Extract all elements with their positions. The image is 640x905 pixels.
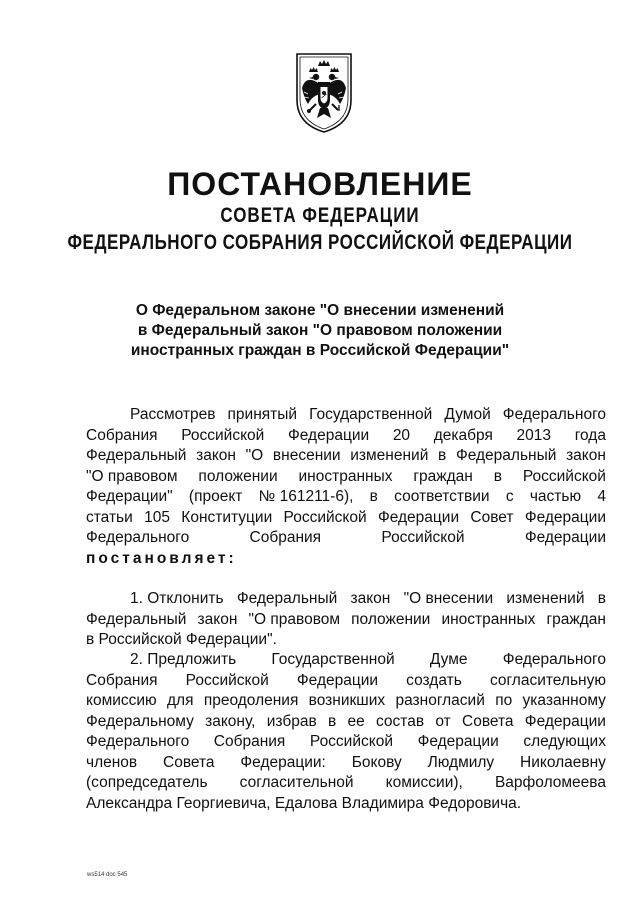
- subject-line-1: О Федеральном законе "О внесении изменений: [135, 302, 505, 319]
- word: следующих: [523, 733, 606, 750]
- word: закон: [197, 610, 238, 628]
- word: Собрания: [213, 733, 286, 750]
- issuer-line-1: СОВЕТА ФЕДЕРАЦИИ: [220, 203, 420, 227]
- word: закону,: [205, 712, 256, 730]
- word: Собрания: [249, 529, 322, 546]
- paragraph-item-2: [86, 650, 606, 814]
- subject-line-3: иностранных граждан в Российской Федерации": [130, 342, 510, 359]
- word: соответствии: [394, 488, 490, 505]
- word: в: [493, 467, 502, 485]
- word: "О: [245, 447, 264, 464]
- word: статьи: [86, 508, 133, 526]
- word: внесении: [272, 447, 341, 464]
- word: от: [435, 712, 451, 730]
- word: "О внесении: [403, 590, 494, 607]
- word: в: [369, 488, 378, 505]
- word: Думе: [429, 651, 468, 668]
- word: возникших: [308, 692, 386, 709]
- word: Варфоломеева: [494, 774, 606, 791]
- text-line: [86, 691, 606, 712]
- text-line: [86, 650, 606, 671]
- footer-file-code: ws514 doc 545: [87, 872, 128, 878]
- word: частью: [529, 488, 582, 505]
- text-line: [86, 549, 606, 570]
- text-line: [86, 405, 606, 426]
- word: комиссии),: [385, 774, 463, 791]
- word: Государственной: [271, 651, 395, 668]
- word: 2. Предложить: [130, 651, 237, 668]
- word: 4: [597, 488, 606, 505]
- text-line: [86, 712, 606, 733]
- word: 2013: [516, 426, 552, 444]
- word: Федерации: [287, 426, 370, 444]
- word: согласительную: [489, 671, 606, 689]
- text-line: [86, 773, 606, 794]
- text-line: [86, 487, 606, 508]
- word: в: [438, 447, 447, 464]
- word: 1. Отклонить: [130, 590, 224, 607]
- word: Конституции: [181, 508, 273, 526]
- word: положении: [198, 467, 278, 485]
- word: "О правовом: [86, 467, 178, 485]
- coat-of-arms-emblem-icon: [294, 52, 354, 134]
- word: Людмилу: [427, 753, 495, 771]
- word: Совета: [163, 753, 215, 771]
- word: Федерального: [86, 529, 190, 546]
- word: в: [597, 590, 606, 607]
- text-line: [86, 446, 606, 467]
- word: ее: [347, 712, 365, 730]
- word: Собрания: [86, 671, 158, 689]
- word: Федерации": [86, 488, 173, 505]
- word: Государственной: [309, 406, 433, 423]
- document-type-title: ПОСТАНОВЛЕНИЕ: [167, 166, 473, 202]
- word: Николаевну: [520, 753, 606, 771]
- text-line: [86, 671, 606, 692]
- text-line-tail: в Российской Федерации".: [86, 631, 277, 648]
- word: членов: [86, 753, 138, 771]
- document-subject: [100, 301, 540, 361]
- text-line: [86, 467, 606, 488]
- word: Собрания: [86, 426, 158, 444]
- word: с: [505, 488, 514, 505]
- word: Совет: [470, 508, 514, 526]
- text-line: [86, 610, 606, 631]
- text-line: [86, 630, 606, 651]
- word: иностранных: [441, 610, 536, 628]
- paragraph-item-1: [86, 589, 606, 651]
- word: Федеральному: [86, 712, 194, 730]
- word: создать: [406, 671, 462, 689]
- word: Рассмотрев: [130, 406, 216, 423]
- word: (проект: [188, 488, 243, 505]
- word: иностранных: [298, 467, 393, 485]
- word: граждан: [546, 610, 606, 628]
- resolves-keyword: постановляет:: [86, 549, 237, 567]
- text-line: [86, 794, 606, 815]
- text-line: [86, 426, 606, 447]
- word: Федеральный: [86, 447, 187, 464]
- word: Совета: [462, 712, 514, 730]
- text-line: [86, 528, 606, 549]
- word: положении: [351, 610, 431, 628]
- issuer-line-2: ФЕДЕРАЛЬНОГО СОБРАНИЯ РОССИЙСКОЙ ФЕДЕРАЦИИ: [67, 230, 573, 254]
- word: Российской: [522, 467, 606, 485]
- word: по: [495, 692, 513, 709]
- word: закон: [350, 590, 391, 607]
- word: Федеральный: [86, 610, 187, 628]
- word: указанному: [522, 692, 606, 709]
- word: "О правовом: [248, 610, 341, 628]
- word: граждан: [413, 467, 473, 485]
- text-line: [86, 753, 606, 774]
- word: Федерального: [502, 406, 606, 423]
- word: Федеральный: [236, 590, 338, 607]
- word: закон: [196, 447, 236, 464]
- word: года: [574, 426, 606, 444]
- word: Российской: [185, 671, 269, 689]
- word: (сопредседатель: [86, 774, 208, 791]
- word: Федерации: [524, 529, 606, 546]
- word: Федеральный: [455, 447, 557, 464]
- word: состав: [376, 712, 425, 730]
- word: Российской: [381, 529, 465, 546]
- paragraph-preamble: [86, 405, 606, 569]
- word: преодоления: [203, 692, 299, 709]
- text-line: [86, 732, 606, 753]
- word: 20: [392, 426, 411, 444]
- word: избрав: [266, 712, 317, 730]
- word: Федерации: [296, 671, 379, 689]
- word: для: [167, 692, 194, 709]
- word: Федерального: [86, 733, 190, 750]
- word: Федерации: [417, 733, 499, 750]
- word: Бокову: [351, 753, 402, 771]
- word: Думой: [444, 406, 491, 423]
- word: Федерации:: [240, 753, 326, 771]
- word: Российской: [181, 426, 265, 444]
- text-line-tail: Александра Георгиевича, Едалова Владимира Федоровича.: [86, 794, 522, 812]
- word: закон: [566, 447, 606, 464]
- word: изменений: [350, 447, 429, 464]
- word: Федерации: [377, 508, 460, 526]
- word: № 161211-6),: [258, 488, 354, 505]
- subject-line-2: в Федеральный закон "О правовом положении: [137, 322, 503, 339]
- word: изменений: [506, 590, 585, 607]
- text-line: [86, 589, 606, 610]
- word: 105: [144, 508, 170, 526]
- word: Федерации: [524, 508, 606, 526]
- text-line: [86, 508, 606, 529]
- word: декабря: [433, 426, 493, 444]
- word: разногласий: [395, 692, 485, 709]
- word: согласительной: [239, 774, 354, 791]
- word: в: [327, 712, 337, 730]
- word: Российской: [283, 508, 367, 526]
- word: комиссию: [86, 692, 157, 709]
- word: Российской: [309, 733, 393, 750]
- word: принятый: [227, 406, 298, 423]
- word: Федерации: [524, 712, 606, 730]
- word: Федерального: [502, 651, 606, 668]
